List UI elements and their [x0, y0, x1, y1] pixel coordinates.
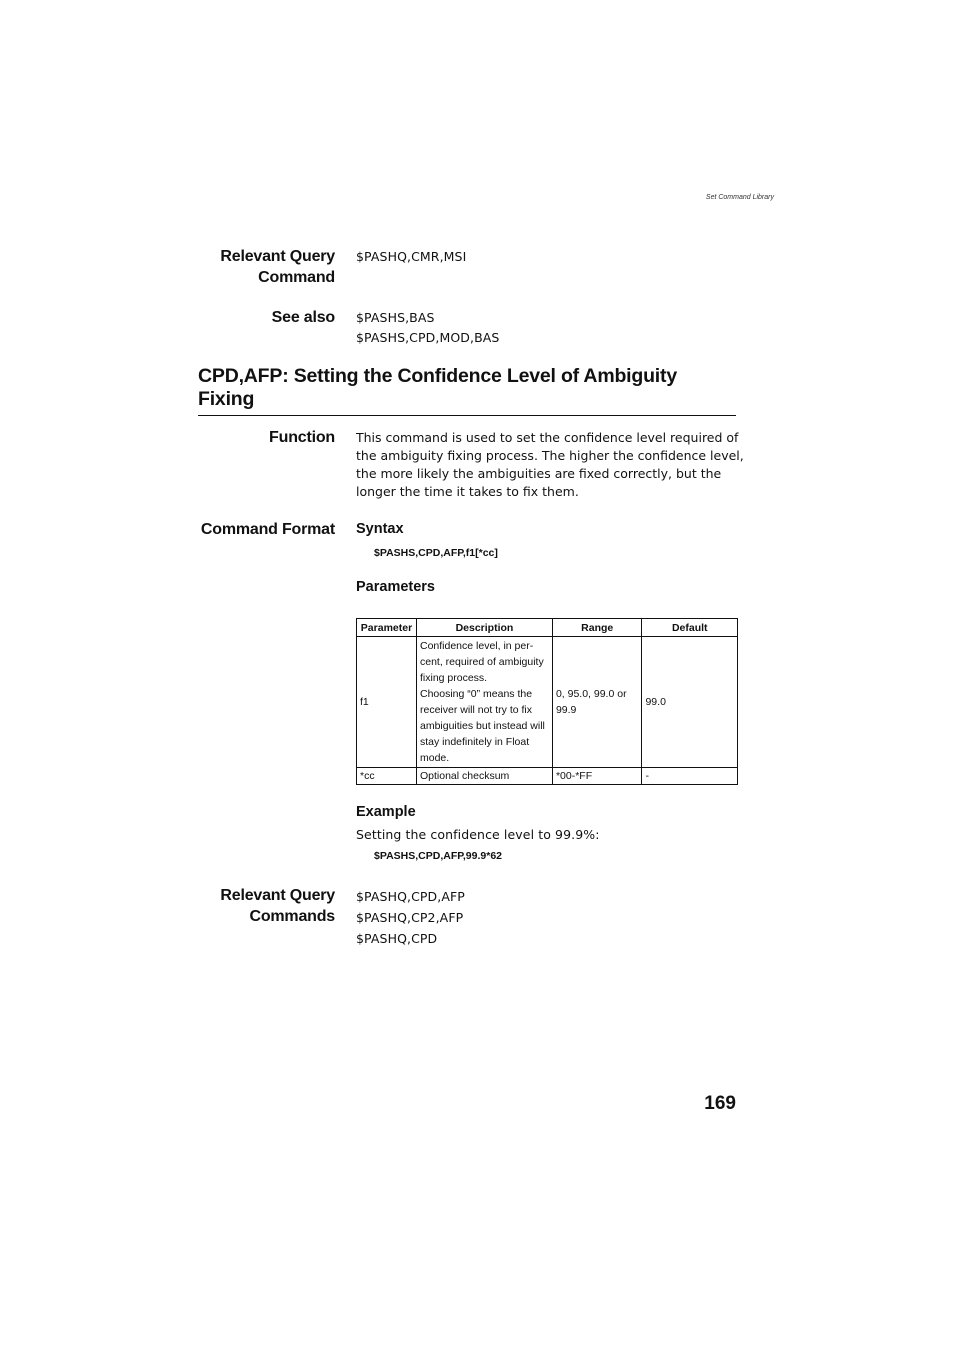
description-line: cent, required of ambiguity: [419, 656, 544, 668]
parameters-heading: Parameters: [356, 579, 435, 595]
cell-description: [416, 637, 552, 768]
relevant-query-commands-label-line: Relevant Query: [220, 887, 335, 904]
table-header-row: [357, 619, 738, 637]
relevant-query-commands-label-line: Commands: [249, 908, 335, 925]
cell-default: 99.0: [642, 637, 738, 768]
function-description: [356, 429, 744, 501]
example-heading: Example: [356, 804, 416, 820]
range-line: *00-*FF: [555, 770, 593, 782]
header-default: Default: [642, 619, 738, 637]
relevant-query-label-line: Command: [258, 269, 335, 286]
syntax-command: $PASHS,CPD,AFP,f1[*cc]: [374, 547, 498, 559]
cell-range: [552, 637, 642, 768]
cell-description: [416, 768, 552, 785]
description-line: Choosing “0” means the: [419, 688, 533, 700]
running-header: Set Command Library: [705, 194, 774, 201]
query-command: $PASHQ,CMR,MSI: [356, 249, 467, 264]
example-text: Setting the confidence level to 99.9%:: [356, 827, 600, 842]
example-command: $PASHS,CPD,AFP,99.9*62: [374, 850, 503, 862]
see-also-command: $PASHS,CPD,MOD,BAS: [356, 330, 500, 345]
description-line: stay indefinitely in Float: [419, 736, 530, 748]
relevant-query-values: [356, 247, 738, 267]
relevant-query-commands-values: [356, 886, 738, 949]
query-command: $PASHQ,CPD: [356, 931, 438, 946]
range-line: 99.9: [555, 704, 577, 716]
page-number: 169: [704, 1093, 736, 1114]
cell-parameter: *cc: [357, 768, 417, 785]
cell-default: -: [642, 768, 738, 785]
description-line: fixing process.: [419, 672, 488, 684]
cell-parameter: f1: [357, 637, 417, 768]
query-command: $PASHQ,CPD,AFP: [356, 889, 465, 904]
section-title: CPD,AFP: Setting the Confidence Level of Ambiguity Fixing: [198, 365, 736, 416]
see-also-command: $PASHS,BAS: [356, 310, 435, 325]
range-line: 0, 95.0, 99.0 or: [555, 688, 627, 700]
function-line: the more likely the ambiguities are fixed correctly, but the: [356, 466, 722, 481]
description-line: Confidence level, in per-: [419, 640, 534, 652]
header-description: Description: [416, 619, 552, 637]
query-command: $PASHQ,CP2,AFP: [356, 910, 464, 925]
command-format-label: Command Format: [200, 521, 335, 538]
function-line: This command is used to set the confidence level required of: [356, 430, 739, 445]
header-parameter: Parameter: [357, 619, 417, 637]
relevant-query-label: [150, 246, 335, 288]
table-row: [357, 637, 738, 768]
parameters-table: [356, 618, 738, 785]
description-line: ambiguities but instead will: [419, 720, 545, 732]
function-line: longer the time it takes to fix them.: [356, 484, 579, 499]
relevant-query-label-line: Relevant Query: [220, 248, 335, 265]
cell-range: [552, 768, 642, 785]
table-row: [357, 768, 738, 785]
description-line: Optional checksum: [419, 770, 510, 782]
description-line: receiver will not try to fix: [419, 704, 533, 716]
syntax-heading: Syntax: [356, 521, 404, 537]
header-range: Range: [552, 619, 642, 637]
function-line: the ambiguity fixing process. The higher the confidence level,: [356, 448, 744, 463]
see-also-label: See also: [271, 309, 335, 326]
relevant-query-commands-label: [150, 885, 335, 927]
see-also-values: [356, 308, 738, 348]
function-label: Function: [269, 429, 335, 446]
description-line: mode.: [419, 752, 450, 764]
